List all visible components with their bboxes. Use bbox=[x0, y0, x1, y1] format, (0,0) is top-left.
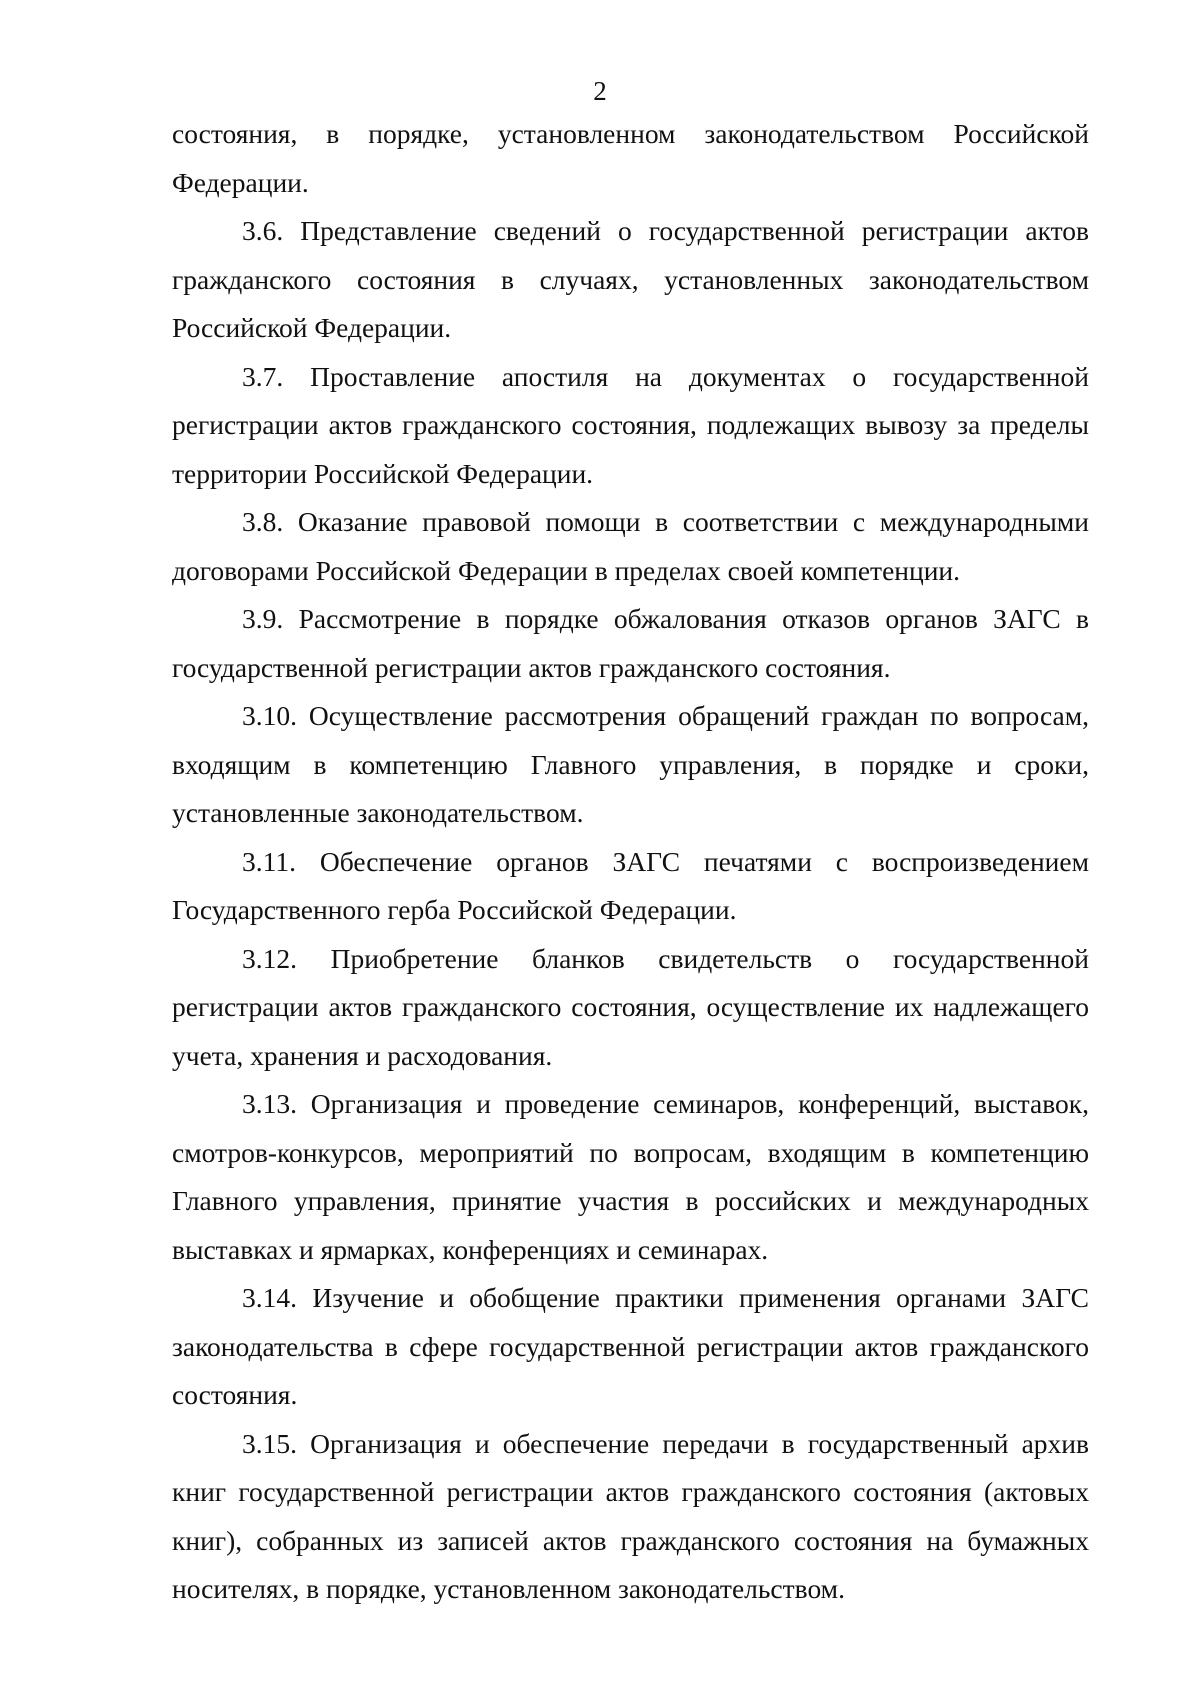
paragraph-3-14: 3.14. Изучение и обобщение практики применения органами ЗАГС законодательства в сфере государственной регистрации актов гражданского состояния. bbox=[172, 1282, 1089, 1410]
paragraph-3-15: 3.15. Организация и обеспечение передачи в государственный архив книг государственной регистрации актов гражданского состояния (актовых книг), собранных из записей актов гражданского состояния на бумажных носителях, в порядке, установленном законодательством. bbox=[172, 1427, 1089, 1604]
document-body bbox=[172, 110, 1089, 1614]
paragraph-3-9: 3.9. Рассмотрение в порядке обжалования отказов органов ЗАГС в государственной регистрации актов гражданского состояния. bbox=[172, 603, 1089, 683]
paragraph-3-6: 3.6. Представление сведений о государственной регистрации актов гражданского состояния в случаях, установленных законодательством Российской Федерации. bbox=[172, 215, 1089, 343]
paragraph-3-8: 3.8. Оказание правовой помощи в соответствии с международными договорами Российской Федерации в пределах своей компетенции. bbox=[172, 506, 1089, 586]
paragraph-3-13: 3.13. Организация и проведение семинаров, конференций, выставок, смотров-конкурсов, мероприятий по вопросам, входящим в компетенцию Главного управления, принятие участия в российских и международных выставках и ярмарках, конференциях и семинарах. bbox=[172, 1088, 1089, 1265]
page-number: 2 bbox=[593, 76, 607, 106]
paragraph-3-11: 3.11. Обеспечение органов ЗАГС печатями с воспроизведением Государственного герба Российской Федерации. bbox=[172, 845, 1089, 925]
paragraph-3-12: 3.12. Приобретение бланков свидетельств о государственной регистрации актов гражданского состояния, осуществление их надлежащего учета, хранения и расходования. bbox=[172, 942, 1089, 1071]
paragraph-3-7: 3.7. Проставление апостиля на документах о государственной регистрации актов гражданского состояния, подлежащих вывозу за пределы территории Российской Федерации. bbox=[172, 360, 1089, 489]
paragraph-continuation: состояния, в порядке, установленном законодательством Российской Федерации. bbox=[172, 118, 1089, 198]
paragraph-3-10: 3.10. Осуществление рассмотрения обращений граждан по вопросам, входящим в компетенцию Главного управления, в порядке и сроки, установленные законодательством. bbox=[172, 700, 1089, 828]
